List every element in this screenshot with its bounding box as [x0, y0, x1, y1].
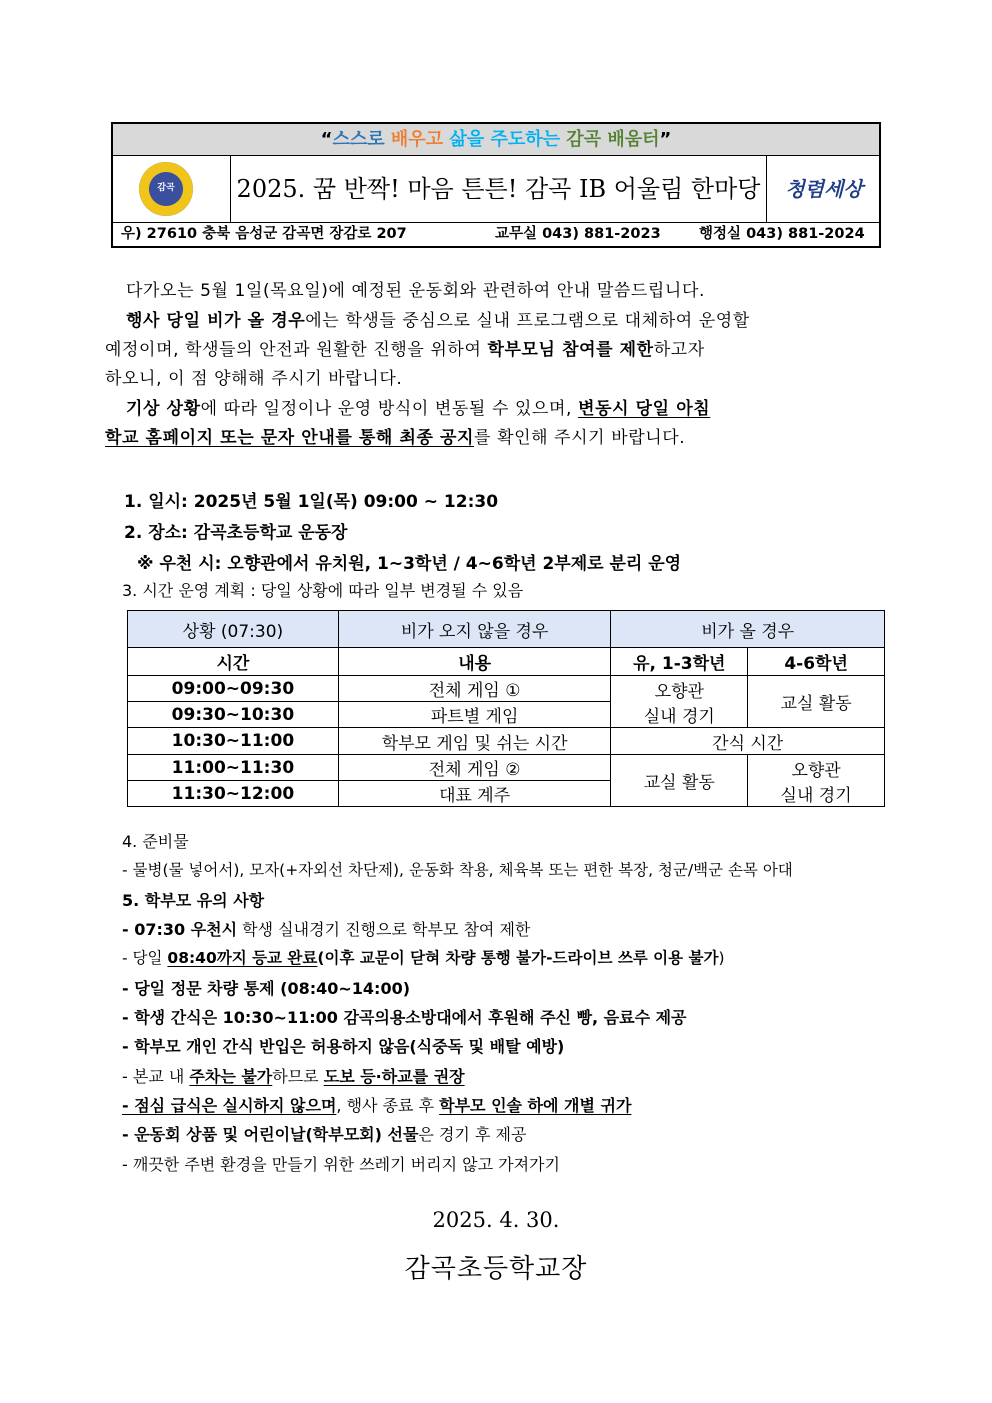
brand-cell: [766, 156, 880, 222]
row-time: 09:30~10:30: [128, 702, 339, 728]
note-item: - 깨끗한 주변 환경을 만들기 위한 쓰레기 버리지 않고 가져가기: [122, 1155, 560, 1174]
rain-snack-cell: 간식 시간: [611, 728, 885, 755]
motto-word: 삶을: [449, 129, 485, 150]
header-situation: 상황 (07:30): [128, 611, 339, 648]
row-content: 학부모 게임 및 쉬는 시간: [338, 728, 611, 755]
table-row: [128, 755, 885, 781]
row-time: 09:00~09:30: [128, 676, 339, 702]
subheader-grade-high: 4-6학년: [748, 648, 885, 676]
subheader-grade-low: 유, 1-3학년: [611, 648, 748, 676]
intro-line-3: 예정이며, 학생들의 안전과 원활한 진행을 위하여 학부모님 참여를 제한하고자: [105, 340, 705, 360]
school-motto: “스스로 배우고 삶을 주도하는 감곡 배움터”: [113, 124, 879, 156]
logo-cell: [113, 156, 231, 222]
header-no-rain: 비가 오지 않을 경우: [338, 611, 611, 648]
school-emblem-icon: 감곡: [139, 162, 193, 216]
principal-signature: 감곡초등학교장: [404, 1254, 588, 1284]
subheader-content: 내용: [338, 648, 611, 676]
title-row: [113, 156, 879, 223]
row-time: 11:30~12:00: [128, 781, 339, 807]
document-title: 2025. 꿈 반짝! 마음 튼튼! 감곡 IB 어울림 한마당: [236, 175, 761, 203]
item-schedule-heading: 3. 시간 운영 계획 : 당일 상황에 따라 일부 변경될 수 있음: [122, 581, 524, 600]
subheader-time: 시간: [128, 648, 339, 676]
motto-word: 주도하는: [490, 129, 560, 150]
note-item: - 07:30 우천시 학생 실내경기 진행으로 학부모 참여 제한: [122, 920, 531, 939]
row-content: 파트별 게임: [338, 702, 611, 728]
intro-line-6: 학교 홈페이지 또는 문자 안내를 통해 최종 공지를 확인해 주시기 바랍니다.: [105, 428, 686, 448]
letterhead: [111, 122, 881, 248]
note-item: - 운동회 상품 및 어린이날(학부모회) 선물은 경기 후 제공: [122, 1125, 527, 1144]
motto-word: 스스로: [332, 129, 385, 150]
notes-heading: 5. 학부모 유의 사항: [122, 891, 265, 910]
item-rain-note: ※ 우천 시: 오향관에서 유치원, 1~3학년 / 4~6학년 2부제로 분리 운영: [137, 554, 682, 574]
note-item: - 점심 급식은 실시하지 않으며, 행사 종료 후 학부모 인솔 하에 개별 귀가: [122, 1096, 632, 1115]
table-header-row: [128, 611, 885, 648]
note-item: - 학생 간식은 10:30~11:00 감곡의용소방대에서 후원해 주신 빵, 음료수 제공: [122, 1008, 687, 1027]
note-item: - 당일 08:40까지 등교 완료(이후 교문이 닫혀 차량 통행 불가-드라이브 쓰루 이용 불가): [122, 949, 725, 967]
prep-list: - 물병(물 넣어서), 모자(+자외선 차단제), 운동화 착용, 체육복 또는 편한 복장, 청군/백군 손목 아대: [122, 861, 793, 879]
note-item: - 당일 정문 차량 통제 (08:40~14:00): [122, 979, 411, 998]
rain-classroom-cell-2: 교실 활동: [611, 755, 748, 807]
intro-line-1: 다가오는 5월 1일(목요일)에 예정된 운동회와 관련하여 안내 말씀드립니다.: [126, 281, 705, 301]
teachers-office-phone: 교무실 043) 881-2023: [495, 226, 661, 242]
admin-office-phone: 행정실 043) 881-2024: [699, 226, 865, 242]
table-row: [128, 728, 885, 755]
intro-line-4: 하오니, 이 점 양해해 주시기 바랍니다.: [105, 369, 403, 389]
item-place: 2. 장소: 감곡초등학교 운동장: [124, 523, 348, 543]
table-subheader-row: [128, 648, 885, 676]
intro-line-5: 기상 상황에 따라 일정이나 운영 방식이 변동될 수 있으며, 변동시 당일 아침: [126, 399, 711, 419]
prep-heading: 4. 준비물: [122, 832, 189, 851]
integrity-logo-icon: 청렴세상: [785, 177, 863, 201]
row-content: 전체 게임 ①: [338, 676, 611, 702]
intro-line-2: 행사 당일 비가 올 경우에는 학생들 중심으로 실내 프로그램으로 대체하여 운영할: [126, 311, 750, 331]
motto-word: 배우고: [390, 129, 444, 150]
motto-word: 감곡: [566, 129, 602, 150]
note-item: - 본교 내 주차는 불가하므로 도보 등·하교를 권장: [122, 1067, 465, 1086]
table-row: [128, 676, 885, 702]
row-content: 대표 계주: [338, 781, 611, 807]
header-rain: 비가 올 경우: [611, 611, 885, 648]
row-time: 11:00~11:30: [128, 755, 339, 781]
rain-indoor-cell-2: 오향관 실내 경기: [748, 755, 885, 807]
schedule-table: [127, 610, 885, 807]
note-item: - 학부모 개인 간식 반입은 허용하지 않음(식중독 및 배탈 예방): [122, 1037, 565, 1056]
row-content: 전체 게임 ②: [338, 755, 611, 781]
row-time: 10:30~11:00: [128, 728, 339, 755]
school-address: 우) 27610 충북 음성군 감곡면 장감로 207: [121, 226, 407, 242]
rain-classroom-cell: 교실 활동: [748, 676, 885, 728]
contact-row: [113, 223, 879, 246]
rain-indoor-cell: 오향관 실내 경기: [611, 676, 748, 728]
motto-word: 배움터: [607, 129, 660, 150]
item-date: 1. 일시: 2025년 5월 1일(목) 09:00 ~ 12:30: [124, 492, 499, 512]
issue-date: 2025. 4. 30.: [432, 1208, 560, 1232]
